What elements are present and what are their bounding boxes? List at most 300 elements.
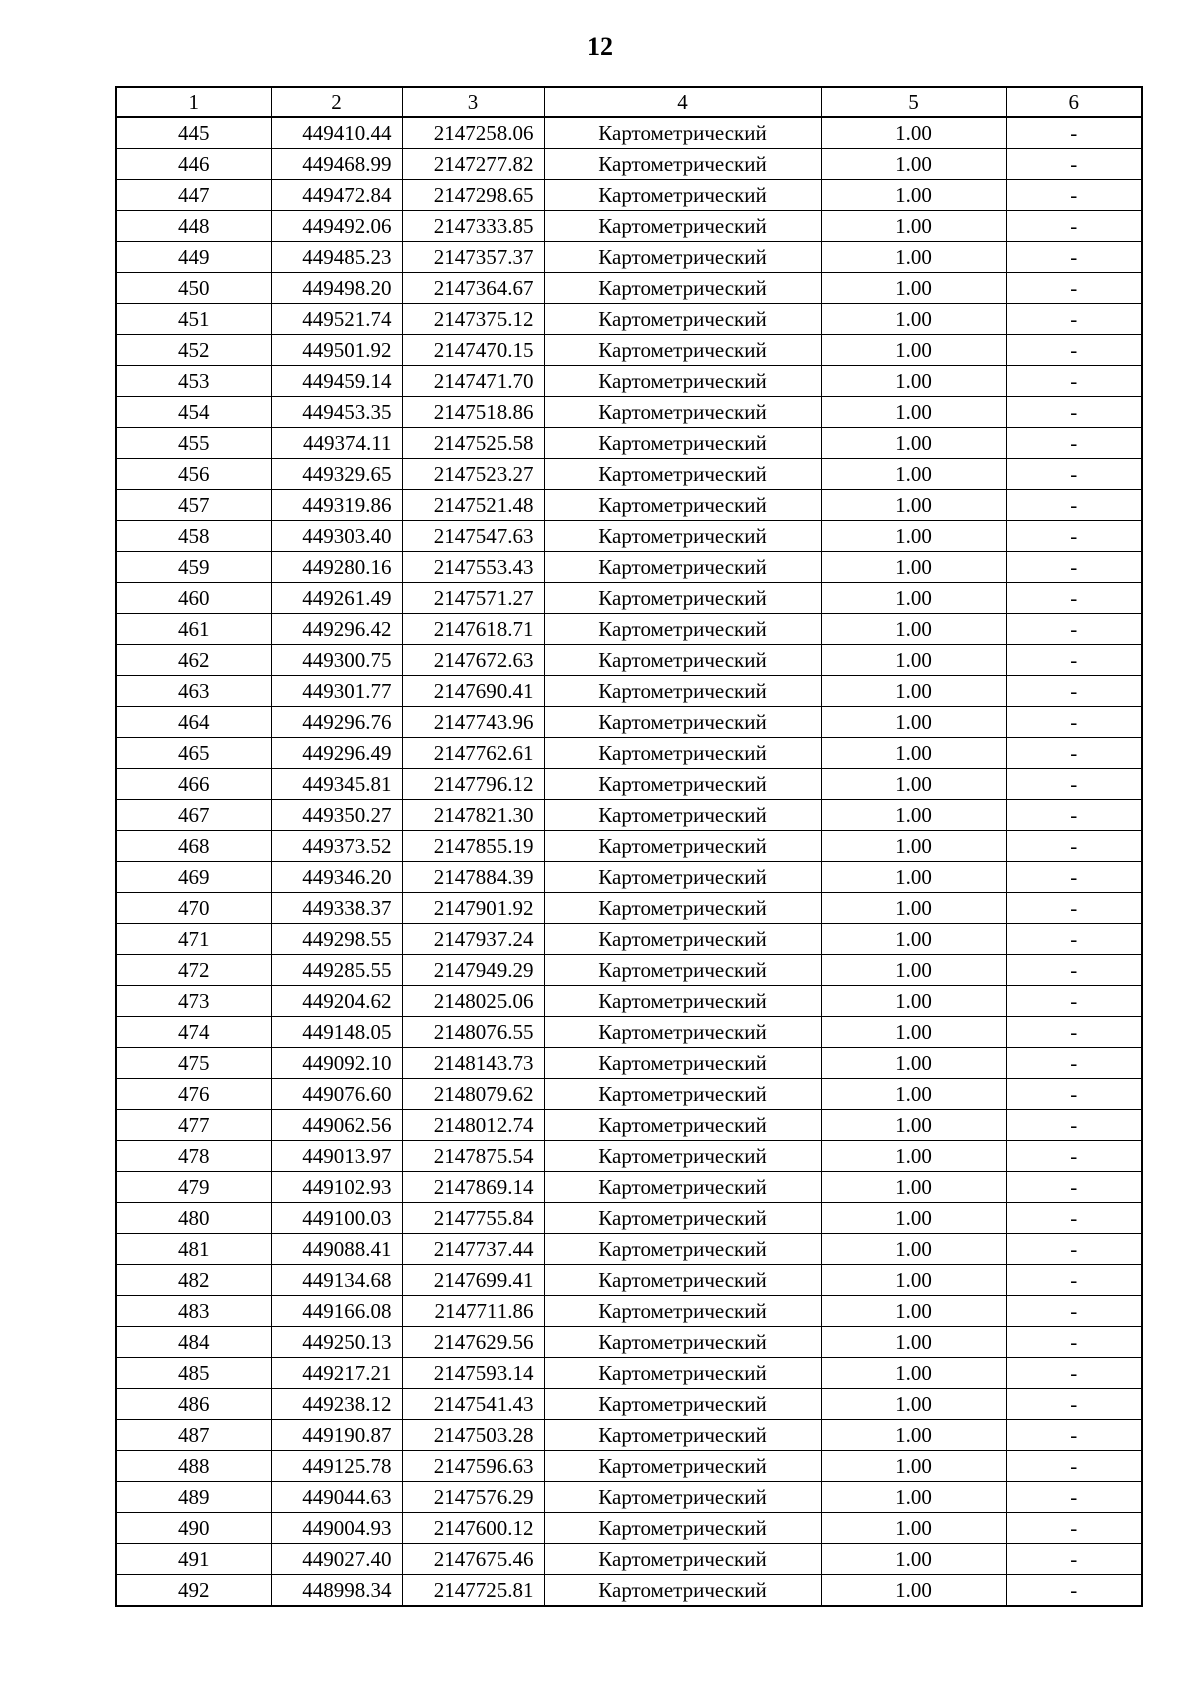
y-coordinate-cell: 2147523.27 [402,459,544,490]
method-cell: Картометрический [544,800,821,831]
y-coordinate-cell: 2147755.84 [402,1203,544,1234]
table-row [116,769,1142,800]
description-cell: - [1006,1172,1142,1203]
description-cell: - [1006,1203,1142,1234]
y-coordinate-cell: 2148025.06 [402,986,544,1017]
x-coordinate-cell: 449453.35 [271,397,402,428]
accuracy-cell: 1.00 [821,1203,1006,1234]
table-row [116,1172,1142,1203]
accuracy-cell: 1.00 [821,304,1006,335]
table-row [116,986,1142,1017]
y-coordinate-cell: 2148079.62 [402,1079,544,1110]
y-coordinate-cell: 2147541.43 [402,1389,544,1420]
accuracy-cell: 1.00 [821,645,1006,676]
description-cell: - [1006,862,1142,893]
point-number-cell: 485 [116,1358,271,1389]
method-cell: Картометрический [544,335,821,366]
y-coordinate-cell: 2147796.12 [402,769,544,800]
description-cell: - [1006,738,1142,769]
method-cell: Картометрический [544,117,821,149]
point-number-cell: 467 [116,800,271,831]
table-row [116,924,1142,955]
description-cell: - [1006,273,1142,304]
x-coordinate-cell: 449374.11 [271,428,402,459]
accuracy-cell: 1.00 [821,335,1006,366]
table-row [116,614,1142,645]
x-coordinate-cell: 449521.74 [271,304,402,335]
description-cell: - [1006,366,1142,397]
method-cell: Картометрический [544,366,821,397]
accuracy-cell: 1.00 [821,800,1006,831]
point-number-cell: 449 [116,242,271,273]
y-coordinate-cell: 2147470.15 [402,335,544,366]
point-number-cell: 464 [116,707,271,738]
point-number-cell: 476 [116,1079,271,1110]
point-number-cell: 490 [116,1513,271,1544]
x-coordinate-cell: 449134.68 [271,1265,402,1296]
method-cell: Картометрический [544,707,821,738]
table-row [116,1482,1142,1513]
y-coordinate-cell: 2147618.71 [402,614,544,645]
method-cell: Картометрический [544,304,821,335]
point-number-cell: 457 [116,490,271,521]
x-coordinate-cell: 449062.56 [271,1110,402,1141]
table-row [116,1265,1142,1296]
x-coordinate-cell: 449296.76 [271,707,402,738]
description-cell: - [1006,304,1142,335]
accuracy-cell: 1.00 [821,180,1006,211]
method-cell: Картометрический [544,1079,821,1110]
y-coordinate-cell: 2147711.86 [402,1296,544,1327]
table-row [116,552,1142,583]
y-coordinate-cell: 2147596.63 [402,1451,544,1482]
accuracy-cell: 1.00 [821,117,1006,149]
y-coordinate-cell: 2147675.46 [402,1544,544,1575]
x-coordinate-cell: 449501.92 [271,335,402,366]
y-coordinate-cell: 2147855.19 [402,831,544,862]
point-number-cell: 473 [116,986,271,1017]
description-cell: - [1006,459,1142,490]
description-cell: - [1006,117,1142,149]
point-number-cell: 492 [116,1575,271,1607]
method-cell: Картометрический [544,1327,821,1358]
accuracy-cell: 1.00 [821,273,1006,304]
y-coordinate-cell: 2147258.06 [402,117,544,149]
x-coordinate-cell: 449410.44 [271,117,402,149]
y-coordinate-cell: 2147471.70 [402,366,544,397]
description-cell: - [1006,1234,1142,1265]
point-number-cell: 458 [116,521,271,552]
x-coordinate-cell: 449190.87 [271,1420,402,1451]
method-cell: Картометрический [544,1420,821,1451]
point-number-cell: 491 [116,1544,271,1575]
x-coordinate-cell: 449261.49 [271,583,402,614]
description-cell: - [1006,831,1142,862]
description-cell: - [1006,1141,1142,1172]
x-coordinate-cell: 449485.23 [271,242,402,273]
y-coordinate-cell: 2147743.96 [402,707,544,738]
description-cell: - [1006,1544,1142,1575]
accuracy-cell: 1.00 [821,1017,1006,1048]
point-number-cell: 455 [116,428,271,459]
accuracy-cell: 1.00 [821,1451,1006,1482]
x-coordinate-cell: 449319.86 [271,490,402,521]
accuracy-cell: 1.00 [821,1296,1006,1327]
x-coordinate-cell: 449100.03 [271,1203,402,1234]
y-coordinate-cell: 2147525.58 [402,428,544,459]
x-coordinate-cell: 449300.75 [271,645,402,676]
accuracy-cell: 1.00 [821,490,1006,521]
x-coordinate-cell: 449296.49 [271,738,402,769]
table-row [116,397,1142,428]
method-cell: Картометрический [544,955,821,986]
point-number-cell: 478 [116,1141,271,1172]
table-row [116,1327,1142,1358]
table-header [116,87,1142,117]
table-row [116,1296,1142,1327]
x-coordinate-cell: 449345.81 [271,769,402,800]
y-coordinate-cell: 2147521.48 [402,490,544,521]
x-coordinate-cell: 449329.65 [271,459,402,490]
point-number-cell: 475 [116,1048,271,1079]
accuracy-cell: 1.00 [821,955,1006,986]
y-coordinate-cell: 2147503.28 [402,1420,544,1451]
description-cell: - [1006,1451,1142,1482]
method-cell: Картометрический [544,211,821,242]
y-coordinate-cell: 2147875.54 [402,1141,544,1172]
description-cell: - [1006,428,1142,459]
point-number-cell: 489 [116,1482,271,1513]
table-row [116,583,1142,614]
description-cell: - [1006,707,1142,738]
column-header-5: 5 [821,87,1006,117]
method-cell: Картометрический [544,459,821,490]
point-number-cell: 448 [116,211,271,242]
point-number-cell: 462 [116,645,271,676]
method-cell: Картометрический [544,273,821,304]
accuracy-cell: 1.00 [821,1420,1006,1451]
point-number-cell: 459 [116,552,271,583]
accuracy-cell: 1.00 [821,738,1006,769]
y-coordinate-cell: 2147869.14 [402,1172,544,1203]
table-row [116,149,1142,180]
x-coordinate-cell: 449373.52 [271,831,402,862]
method-cell: Картометрический [544,1482,821,1513]
table-row [116,335,1142,366]
point-number-cell: 465 [116,738,271,769]
column-header-3: 3 [402,87,544,117]
method-cell: Картометрический [544,1544,821,1575]
description-cell: - [1006,180,1142,211]
method-cell: Картометрический [544,149,821,180]
method-cell: Картометрический [544,1141,821,1172]
x-coordinate-cell: 449472.84 [271,180,402,211]
method-cell: Картометрический [544,1451,821,1482]
y-coordinate-cell: 2147699.41 [402,1265,544,1296]
description-cell: - [1006,1575,1142,1607]
column-header-2: 2 [271,87,402,117]
description-cell: - [1006,1513,1142,1544]
y-coordinate-cell: 2147518.86 [402,397,544,428]
method-cell: Картометрический [544,1203,821,1234]
x-coordinate-cell: 449238.12 [271,1389,402,1420]
y-coordinate-cell: 2147364.67 [402,273,544,304]
method-cell: Картометрический [544,1110,821,1141]
point-number-cell: 474 [116,1017,271,1048]
description-cell: - [1006,676,1142,707]
column-header-6: 6 [1006,87,1142,117]
accuracy-cell: 1.00 [821,1265,1006,1296]
method-cell: Картометрический [544,1513,821,1544]
method-cell: Картометрический [544,521,821,552]
y-coordinate-cell: 2147571.27 [402,583,544,614]
page-number: 12 [587,32,613,61]
point-number-cell: 446 [116,149,271,180]
header-row [116,87,1142,117]
table-row [116,1389,1142,1420]
accuracy-cell: 1.00 [821,521,1006,552]
method-cell: Картометрический [544,180,821,211]
accuracy-cell: 1.00 [821,769,1006,800]
method-cell: Картометрический [544,1017,821,1048]
y-coordinate-cell: 2147821.30 [402,800,544,831]
description-cell: - [1006,986,1142,1017]
description-cell: - [1006,1358,1142,1389]
x-coordinate-cell: 449092.10 [271,1048,402,1079]
table-row [116,428,1142,459]
y-coordinate-cell: 2147600.12 [402,1513,544,1544]
description-cell: - [1006,1296,1142,1327]
point-number-cell: 471 [116,924,271,955]
point-number-cell: 453 [116,366,271,397]
point-number-cell: 487 [116,1420,271,1451]
description-cell: - [1006,1079,1142,1110]
table-row [116,366,1142,397]
accuracy-cell: 1.00 [821,242,1006,273]
table-row [116,676,1142,707]
y-coordinate-cell: 2147762.61 [402,738,544,769]
description-cell: - [1006,924,1142,955]
x-coordinate-cell: 449285.55 [271,955,402,986]
point-number-cell: 451 [116,304,271,335]
accuracy-cell: 1.00 [821,1513,1006,1544]
accuracy-cell: 1.00 [821,1110,1006,1141]
y-coordinate-cell: 2147937.24 [402,924,544,955]
accuracy-cell: 1.00 [821,1079,1006,1110]
point-number-cell: 452 [116,335,271,366]
method-cell: Картометрический [544,583,821,614]
y-coordinate-cell: 2147547.63 [402,521,544,552]
coordinates-table [115,86,1143,1607]
method-cell: Картометрический [544,924,821,955]
x-coordinate-cell: 449044.63 [271,1482,402,1513]
description-cell: - [1006,242,1142,273]
x-coordinate-cell: 449250.13 [271,1327,402,1358]
method-cell: Картометрический [544,645,821,676]
method-cell: Картометрический [544,1048,821,1079]
x-coordinate-cell: 449280.16 [271,552,402,583]
table-row [116,738,1142,769]
x-coordinate-cell: 449303.40 [271,521,402,552]
method-cell: Картометрический [544,397,821,428]
description-cell: - [1006,1327,1142,1358]
accuracy-cell: 1.00 [821,1389,1006,1420]
accuracy-cell: 1.00 [821,149,1006,180]
x-coordinate-cell: 449102.93 [271,1172,402,1203]
point-number-cell: 483 [116,1296,271,1327]
y-coordinate-cell: 2147949.29 [402,955,544,986]
accuracy-cell: 1.00 [821,428,1006,459]
y-coordinate-cell: 2147357.37 [402,242,544,273]
x-coordinate-cell: 449076.60 [271,1079,402,1110]
y-coordinate-cell: 2147737.44 [402,1234,544,1265]
table-row [116,490,1142,521]
method-cell: Картометрический [544,738,821,769]
x-coordinate-cell: 449217.21 [271,1358,402,1389]
method-cell: Картометрический [544,490,821,521]
description-cell: - [1006,1389,1142,1420]
accuracy-cell: 1.00 [821,893,1006,924]
method-cell: Картометрический [544,1265,821,1296]
accuracy-cell: 1.00 [821,211,1006,242]
method-cell: Картометрический [544,986,821,1017]
table-row [116,304,1142,335]
point-number-cell: 470 [116,893,271,924]
method-cell: Картометрический [544,552,821,583]
description-cell: - [1006,800,1142,831]
table-row [116,893,1142,924]
accuracy-cell: 1.00 [821,986,1006,1017]
x-coordinate-cell: 449468.99 [271,149,402,180]
point-number-cell: 454 [116,397,271,428]
point-number-cell: 469 [116,862,271,893]
accuracy-cell: 1.00 [821,924,1006,955]
x-coordinate-cell: 449298.55 [271,924,402,955]
accuracy-cell: 1.00 [821,366,1006,397]
x-coordinate-cell: 449301.77 [271,676,402,707]
y-coordinate-cell: 2147672.63 [402,645,544,676]
description-cell: - [1006,769,1142,800]
description-cell: - [1006,211,1142,242]
method-cell: Картометрический [544,893,821,924]
y-coordinate-cell: 2148143.73 [402,1048,544,1079]
accuracy-cell: 1.00 [821,397,1006,428]
table-row [116,1544,1142,1575]
y-coordinate-cell: 2147629.56 [402,1327,544,1358]
accuracy-cell: 1.00 [821,614,1006,645]
accuracy-cell: 1.00 [821,676,1006,707]
table-row [116,1141,1142,1172]
y-coordinate-cell: 2148076.55 [402,1017,544,1048]
y-coordinate-cell: 2147375.12 [402,304,544,335]
x-coordinate-cell: 449350.27 [271,800,402,831]
description-cell: - [1006,583,1142,614]
table-row [116,1017,1142,1048]
y-coordinate-cell: 2147576.29 [402,1482,544,1513]
point-number-cell: 486 [116,1389,271,1420]
description-cell: - [1006,1265,1142,1296]
table-row [116,459,1142,490]
x-coordinate-cell: 449498.20 [271,273,402,304]
point-number-cell: 456 [116,459,271,490]
point-number-cell: 480 [116,1203,271,1234]
table-row [116,1048,1142,1079]
table-row [116,1110,1142,1141]
table-row [116,273,1142,304]
table-row [116,800,1142,831]
accuracy-cell: 1.00 [821,1358,1006,1389]
x-coordinate-cell: 449338.37 [271,893,402,924]
point-number-cell: 450 [116,273,271,304]
accuracy-cell: 1.00 [821,1327,1006,1358]
point-number-cell: 466 [116,769,271,800]
x-coordinate-cell: 449204.62 [271,986,402,1017]
point-number-cell: 460 [116,583,271,614]
point-number-cell: 482 [116,1265,271,1296]
x-coordinate-cell: 449296.42 [271,614,402,645]
accuracy-cell: 1.00 [821,831,1006,862]
table-row [116,117,1142,149]
column-header-1: 1 [116,87,271,117]
table-row [116,1203,1142,1234]
method-cell: Картометрический [544,1389,821,1420]
point-number-cell: 463 [116,676,271,707]
x-coordinate-cell: 449346.20 [271,862,402,893]
point-number-cell: 447 [116,180,271,211]
description-cell: - [1006,149,1142,180]
table-row [116,1575,1142,1607]
y-coordinate-cell: 2148012.74 [402,1110,544,1141]
point-number-cell: 477 [116,1110,271,1141]
table-row [116,1358,1142,1389]
description-cell: - [1006,490,1142,521]
method-cell: Картометрический [544,614,821,645]
table-row [116,955,1142,986]
point-number-cell: 468 [116,831,271,862]
point-number-cell: 479 [116,1172,271,1203]
table-row [116,1451,1142,1482]
x-coordinate-cell: 449004.93 [271,1513,402,1544]
x-coordinate-cell: 449492.06 [271,211,402,242]
y-coordinate-cell: 2147884.39 [402,862,544,893]
description-cell: - [1006,552,1142,583]
point-number-cell: 472 [116,955,271,986]
y-coordinate-cell: 2147725.81 [402,1575,544,1607]
description-cell: - [1006,1482,1142,1513]
x-coordinate-cell: 449088.41 [271,1234,402,1265]
x-coordinate-cell: 449027.40 [271,1544,402,1575]
y-coordinate-cell: 2147298.65 [402,180,544,211]
table-row [116,707,1142,738]
x-coordinate-cell: 449148.05 [271,1017,402,1048]
method-cell: Картометрический [544,769,821,800]
description-cell: - [1006,1420,1142,1451]
y-coordinate-cell: 2147277.82 [402,149,544,180]
table-row [116,1420,1142,1451]
y-coordinate-cell: 2147333.85 [402,211,544,242]
method-cell: Картометрический [544,428,821,459]
accuracy-cell: 1.00 [821,1141,1006,1172]
x-coordinate-cell: 448998.34 [271,1575,402,1607]
method-cell: Картометрический [544,676,821,707]
method-cell: Картометрический [544,831,821,862]
description-cell: - [1006,893,1142,924]
y-coordinate-cell: 2147690.41 [402,676,544,707]
table-row [116,242,1142,273]
description-cell: - [1006,521,1142,552]
x-coordinate-cell: 449125.78 [271,1451,402,1482]
x-coordinate-cell: 449459.14 [271,366,402,397]
